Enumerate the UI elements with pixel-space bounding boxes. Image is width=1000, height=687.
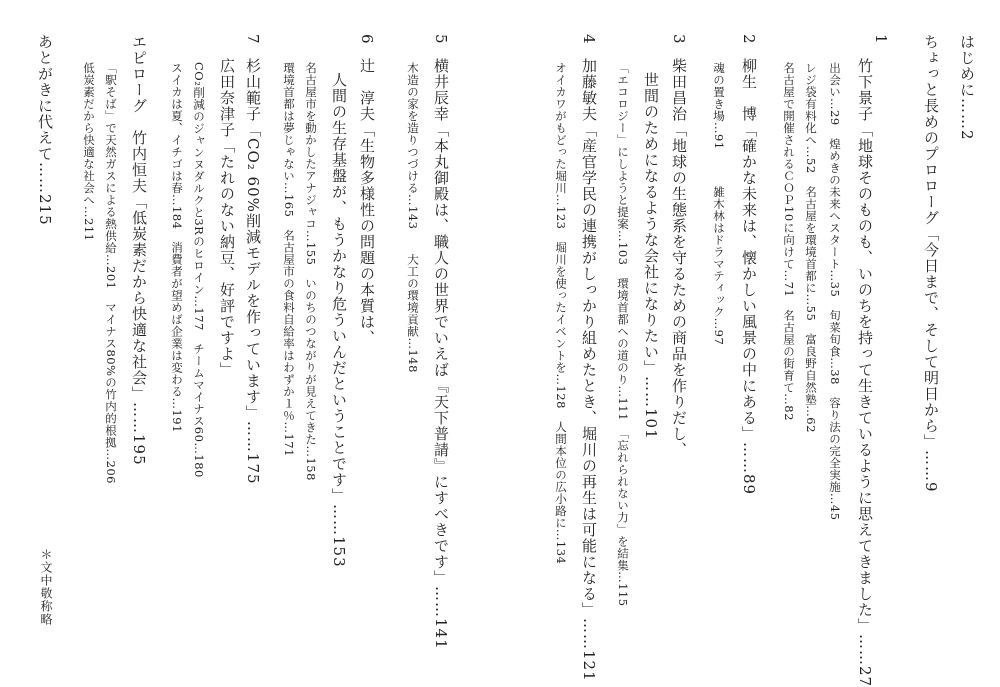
chapter-6-title-cont: 人間の生存基盤が、もうかなり危ういんだということです」……153 — [330, 72, 348, 568]
chapter-1-sub-1: 出会い…29 煌めきの未来へスタート…35 旬菜旬食…38 容り法の完全実施…45 — [828, 62, 842, 521]
chapter-2-sub-1: 魂の置き場…91 雑木林はドラマティック…97 — [712, 62, 726, 346]
epilogue-sub-1: 「駅そば」で天然ガスによる熱供給…201 マイナス80%の竹内的根拠…206 — [104, 62, 118, 484]
chapter-3-title: 柴田昌治「地球の生態系を守るための商品を作りだし、 — [670, 58, 688, 458]
chapter-2-number: 2 — [740, 34, 758, 44]
chapter-1-number: 1 — [872, 34, 890, 44]
chapter-6-title: 辻 淳夫「生物多様性の問題の本質は、 — [358, 58, 376, 346]
chapter-7-sub-1: CO₂削減のジャンヌダルクと3Rのヒロイン…177 チームマイナス60…180 — [192, 62, 206, 478]
chapter-7-title-b: 広田奈津子「たれのない納豆、好評ですよ」 — [218, 58, 236, 378]
chapter-4-title: 加藤敏夫「産官学民の連携がしっかり組めたとき、堀川の再生は可能になる」……121 — [580, 58, 598, 682]
intro-entry: はじめに……2 — [958, 34, 976, 141]
chapter-5-title: 横井辰幸「本丸御殿は、職人の世界でいえば『天下普請』にすべきです」……141 — [432, 58, 450, 650]
chapter-5-sub-1: 木造の家を造りつづける…143 大工の環境貢献…148 — [406, 62, 420, 373]
epilogue-title: エピローグ 竹内恒夫「低炭素だから快適な社会」……195 — [130, 34, 148, 466]
chapter-6-number: 6 — [358, 34, 376, 44]
chapter-4-number: 4 — [580, 34, 598, 44]
epilogue-sub-2: 低炭素だから快適な社会へ…211 — [82, 62, 96, 242]
chapter-6-sub-1: 名古屋市を動かしたアナジャコ…155 いのちのつながりが見えてきた…158 — [304, 62, 318, 481]
prologue-entry: ちょっと長めのプロローグ「今日まで、そして明日から」……9 — [922, 34, 940, 493]
chapter-5-number: 5 — [432, 34, 450, 44]
chapter-6-sub-2: 環境首都は夢じゃない…165 名古屋市の食料自給率はわずか１％…171 — [282, 62, 296, 457]
chapter-3-sub-1: 「エコロジー」にしようと提案…103 環境首都への道のり…111 「忘れられない力」を結集…115 — [616, 62, 630, 607]
chapter-1-sub-3: 名古屋で開催されるＣＯＰ10に向けて…71 名古屋の街育て…82 — [782, 62, 796, 421]
chapter-4-sub-1: オイカワがもどった堀川…123 堀川を使ったイベントを…128 人間本位の広小路に…134 — [554, 62, 568, 565]
honorifics-note: ＊文中敬称略 — [39, 548, 53, 626]
chapter-7-number: 7 — [244, 34, 262, 44]
chapter-1-sub-2: レジ袋有料化へ…52 名古屋を環境首都に…55 富良野自然塾…62 — [804, 62, 818, 433]
chapter-3-number: 3 — [670, 34, 688, 44]
afterword-entry: あとがきに代えて……215 — [36, 34, 54, 226]
chapter-7-sub-2: スイカは夏、イチゴは春…184 消費者が望めば企業は変わる…191 — [170, 62, 184, 433]
chapter-2-title: 柳生 博「確かな未来は、懐かしい風景の中にある」……89 — [740, 58, 758, 496]
chapter-3-title-cont: 世間のためになるような会社になりたい」……101 — [642, 72, 660, 440]
chapter-1-title: 竹下景子「地球そのものも、いのちを持って生きているように思えてきました」……27 — [856, 58, 874, 687]
chapter-7-title: 杉山範子「CO₂ 60%削減モデルを作っています」……175 — [244, 58, 262, 485]
